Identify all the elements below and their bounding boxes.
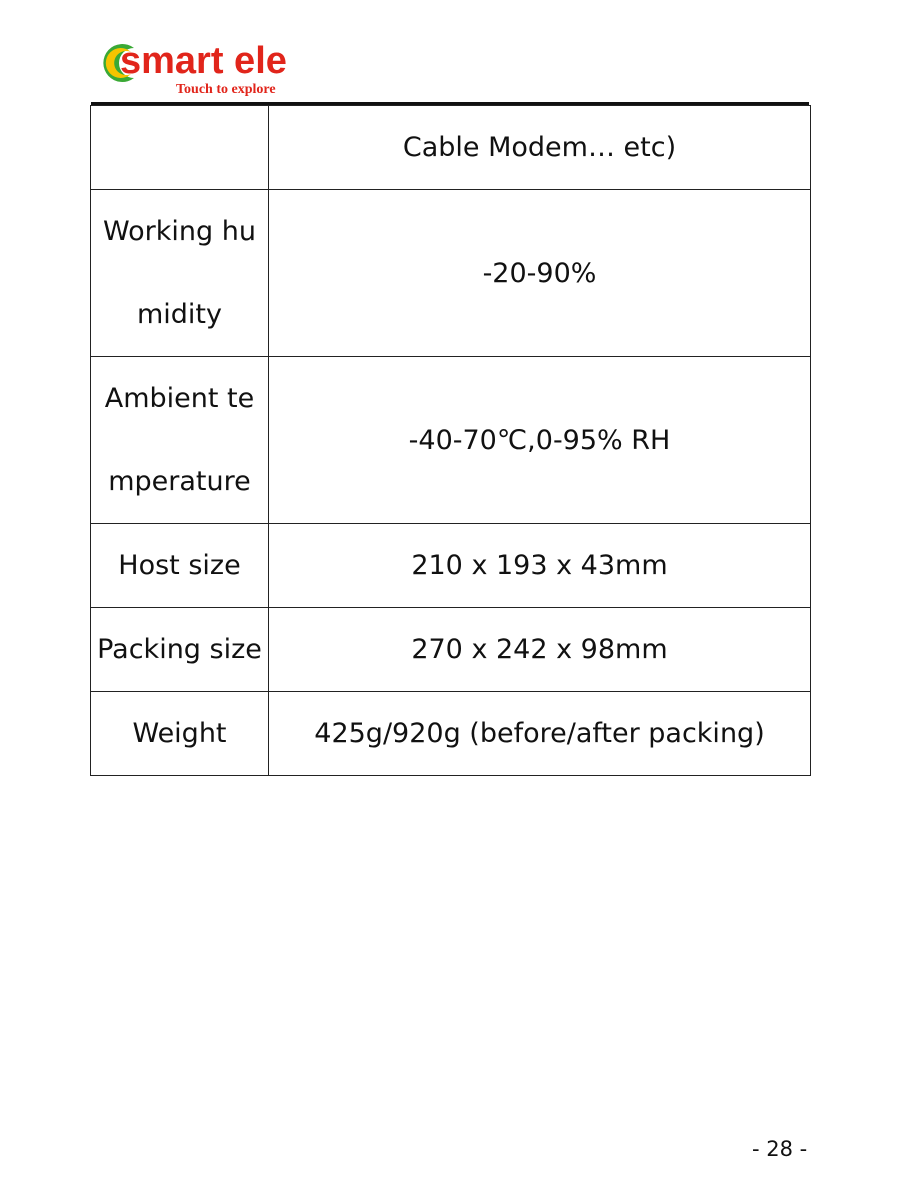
row-value: -20-90% <box>269 190 811 357</box>
spec-table <box>90 105 811 776</box>
table-row <box>91 692 811 776</box>
row-value: 270 x 242 x 98mm <box>269 608 811 692</box>
row-value: 425g/920g (before/after packing) <box>269 692 811 776</box>
row-value: Cable Modem… etc) <box>269 106 811 190</box>
row-value: 210 x 193 x 43mm <box>269 524 811 608</box>
brand-name: smart ele <box>120 40 287 82</box>
table-row <box>91 357 811 524</box>
row-label <box>91 106 269 190</box>
page-number: - 28 - <box>752 1137 808 1161</box>
row-label: Host size <box>91 524 269 608</box>
row-label: Ambient temperature <box>91 357 269 524</box>
table-row <box>91 524 811 608</box>
brand-tagline: Touch to explore <box>176 82 276 97</box>
brand-logo <box>98 36 318 100</box>
table-row <box>91 608 811 692</box>
row-label: Packing size <box>91 608 269 692</box>
row-label: Weight <box>91 692 269 776</box>
row-value: -40-70℃,0-95% RH <box>269 357 811 524</box>
table-row <box>91 190 811 357</box>
table-row <box>91 106 811 190</box>
row-label: Working humidity <box>91 190 269 357</box>
